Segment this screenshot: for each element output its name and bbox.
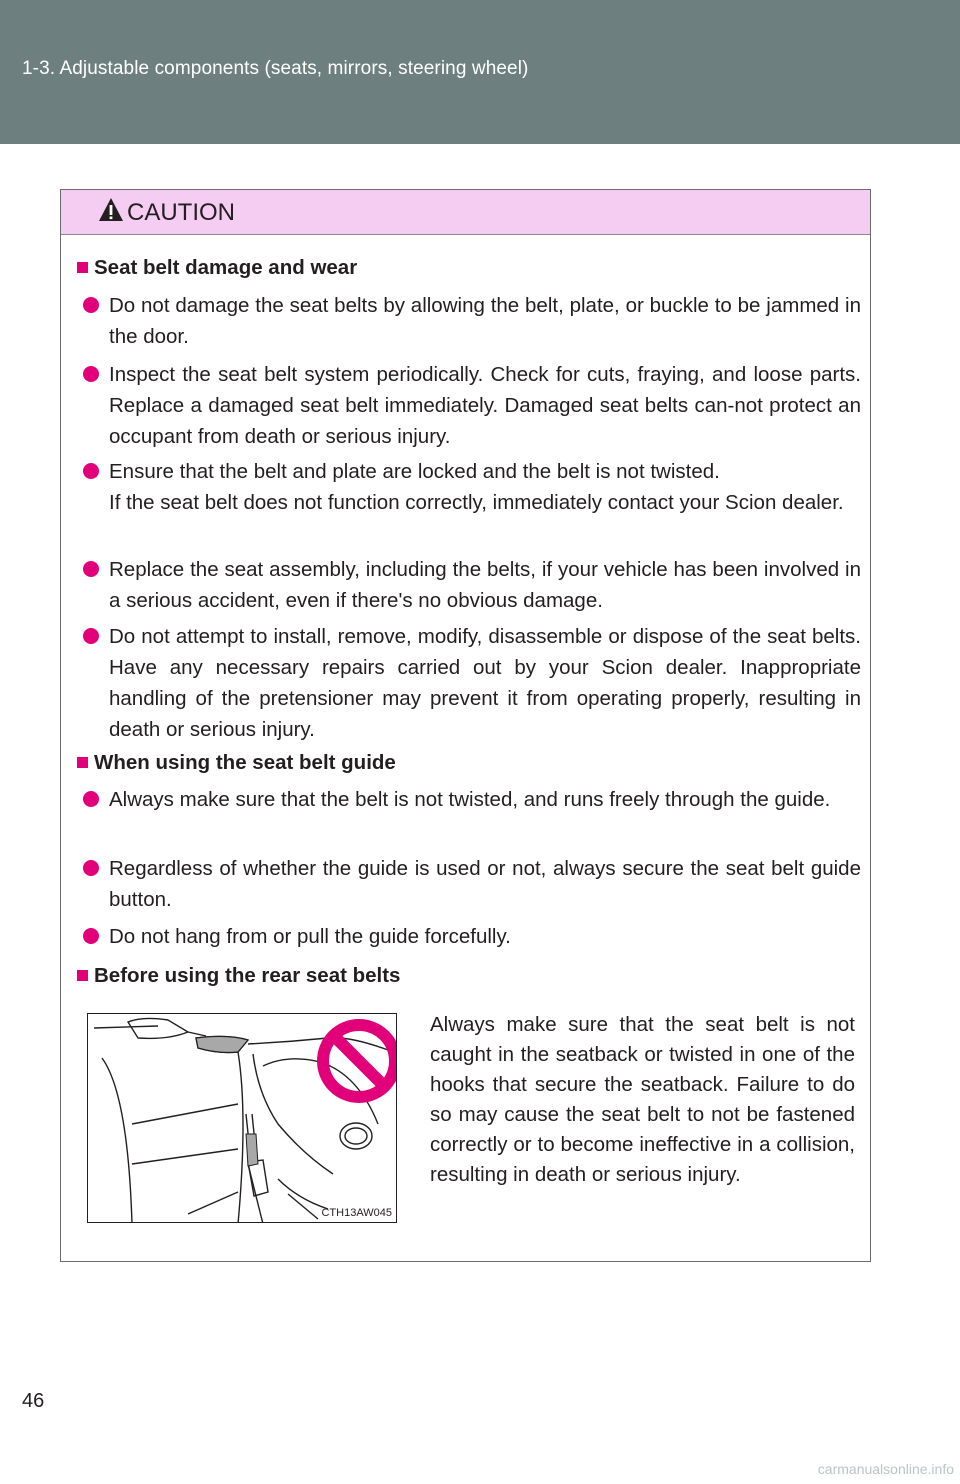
square-bullet-icon: [77, 970, 88, 981]
bullet-dot-icon: [83, 791, 99, 807]
section-heading: Seat belt damage and wear: [77, 255, 357, 281]
list-item: Ensure that the belt and plate are locked and the belt is not twisted.: [109, 456, 861, 487]
list-item: Inspect the seat belt system periodically. Check for cuts, fraying, and loose parts. Replace a damaged seat belt immediately. Damaged seat belts can-not protect an occupant from death or serious injury.: [109, 359, 861, 452]
bullet-dot-icon: [83, 628, 99, 644]
bullet-dot-icon: [83, 297, 99, 313]
bullet-dot-icon: [83, 463, 99, 479]
illustration-code: CTH13AW045: [321, 1207, 392, 1219]
rear-seat-belt-text: Always make sure that the seat belt is not caught in the seatback or twisted in one of the hooks that secure the seatback. Failure to do so may cause the seat belt to not be fastened correctly or to become ineffective in a collision, resulting in death or serious injury.: [430, 1013, 855, 1186]
square-bullet-icon: [77, 262, 88, 273]
bullet-dot-icon: [83, 860, 99, 876]
list-item-continuation: If the seat belt does not function correctly, immediately contact your Scion dealer.: [109, 491, 844, 514]
prohibited-icon: [323, 1025, 395, 1097]
list-item: Replace the seat assembly, including the belts, if your vehicle has been involved in a serious accident, even if there's no obvious damage.: [109, 554, 861, 616]
caution-label: CAUTION: [127, 199, 235, 226]
caution-header: [61, 190, 870, 235]
warning-triangle-icon: [98, 197, 124, 223]
list-item: Do not damage the seat belts by allowing the belt, plate, or buckle to be jammed in the door.: [109, 290, 861, 352]
page-number: 46: [22, 1390, 45, 1412]
section-heading: When using the seat belt guide: [77, 750, 396, 776]
list-item: Regardless of whether the guide is used or not, always secure the seat belt guide button.: [109, 853, 861, 915]
watermark: carmanualsonline.info: [817, 1461, 954, 1477]
seat-belt-illustration: [87, 1013, 397, 1223]
bullet-dot-icon: [83, 928, 99, 944]
chapter-title: 1-3. Adjustable components (seats, mirrors, steering wheel): [22, 58, 529, 79]
bullet-dot-icon: [83, 366, 99, 382]
page-header: [0, 0, 960, 144]
section-heading: Before using the rear seat belts: [77, 963, 400, 989]
list-item: Always make sure that the belt is not twisted, and runs freely through the guide.: [109, 784, 861, 815]
square-bullet-icon: [77, 757, 88, 768]
list-item: Do not attempt to install, remove, modify, disassemble or dispose of the seat belts. Have any necessary repairs carried out by your Scion dealer. Inappropriate handling of the pretensioner may prevent it from operating properly, resulting in death or serious injury.: [109, 621, 861, 745]
bullet-dot-icon: [83, 561, 99, 577]
list-item: Do not hang from or pull the guide forcefully.: [109, 921, 861, 952]
seatback-drawing: [88, 1014, 397, 1223]
